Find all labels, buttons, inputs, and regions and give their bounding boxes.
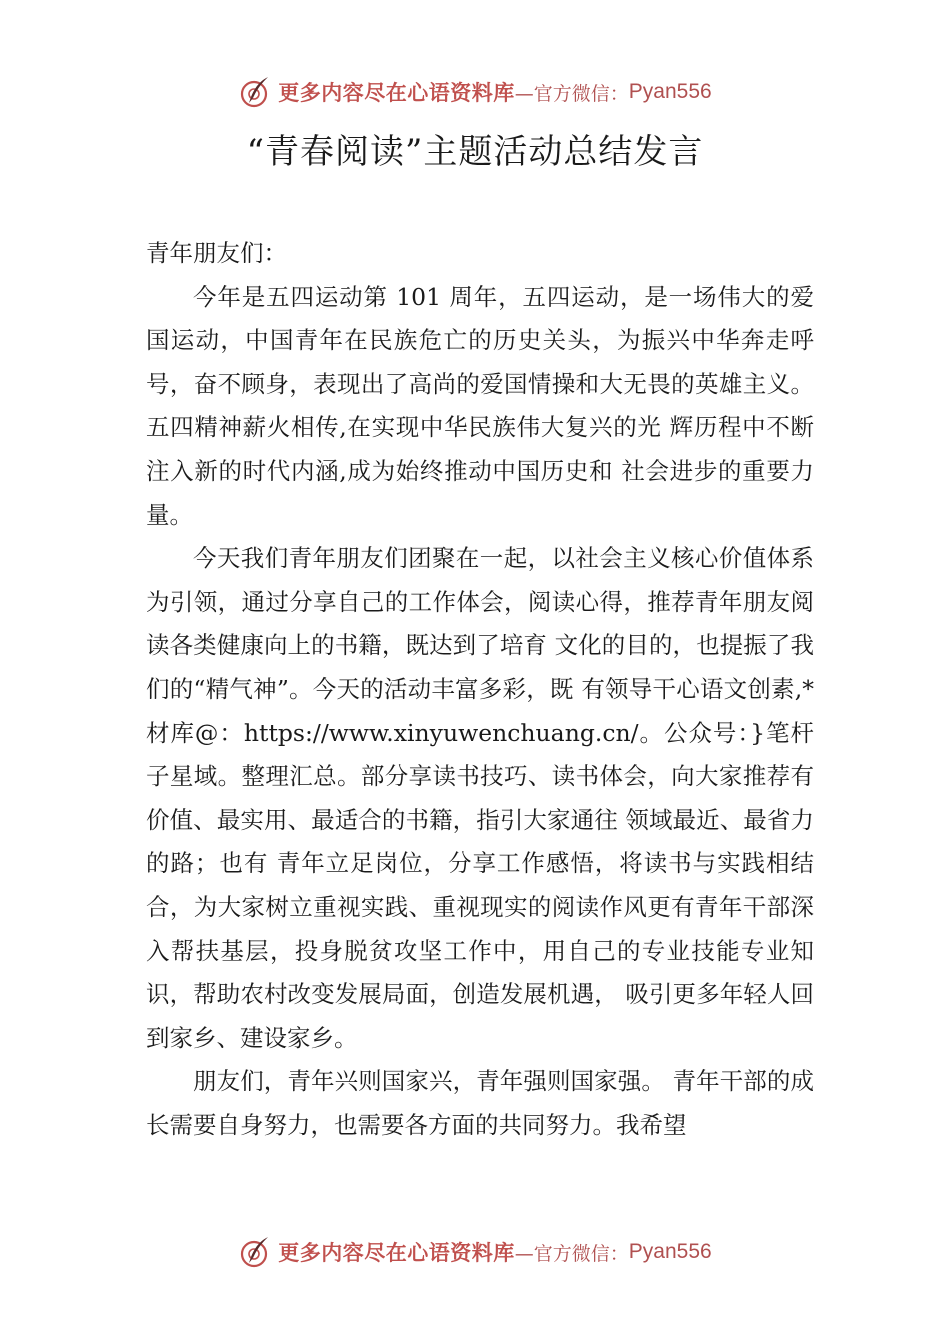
banner-wechat-id: Pyan556	[628, 1240, 712, 1263]
paragraph-1: 今年是五四运动第 101 周年，五四运动，是一场伟大的爱国运动，中国青年在民族危亡的历史关头，为振兴中华奔走呼号，奋不顾身，表现出了高尚的爱国情操和大无畏的英雄主义。五四精神薪火相传,在实现中华民族伟大复兴的光 辉历程中不断注入新的时代内涵,成为始终推动中国历史和 社会进步的重要力量。	[146, 282, 814, 529]
banner-subtext: —官方微信：	[514, 82, 629, 105]
salutation: 青年朋友们：	[146, 239, 287, 267]
banner-wechat-id: Pyan556	[628, 80, 712, 103]
document-title: “青春阅读”主题活动总结发言	[246, 132, 704, 172]
banner-subtext: —官方微信：	[514, 1242, 629, 1265]
quill-logo-icon	[238, 75, 272, 109]
banner-text: 更多内容尽在心语资料库	[278, 80, 515, 105]
header-banner	[0, 72, 950, 112]
document-body	[146, 232, 814, 1147]
banner-text: 更多内容尽在心语资料库	[278, 1240, 515, 1265]
footer-banner	[0, 1232, 950, 1272]
paragraph-2: 今天我们青年朋友们团聚在一起，以社会主义核心价值体系为引领，通过分享自己的工作体会，阅读心得，推荐青年朋友阅读各类健康向上的书籍，既达到了培育 文化的目的，也提振了我们的“精气神”。今天的活动丰富多彩，既 有领导干心语文创素,*材库@：https://www.xinyuwenchuang.cn/。公众号：}笔杆子星域。整理汇总。部分享读书技巧、读书体会，向大家推荐有价值、最实用、最适合的书籍，指引大家通往 领域最近、最省力的路；也有 青年立足岗位，分享工作感悟，将读书与实践相结合，为大家树立重视实践、重视现实的阅读作风更有青年干部深入帮扶基层，投身脱贫攻坚工作中，用自己的专业技能专业知识，帮助农村改变发展局面，创造发展机遇， 吸引更多年轻人回到家乡、建设家乡。	[146, 544, 814, 1052]
quill-logo-icon	[238, 1235, 272, 1269]
paragraph-3: 朋友们，青年兴则国家兴，青年强则国家强。 青年干部的成长需要自身努力，也需要各方面的共同努力。我希望	[146, 1067, 814, 1139]
